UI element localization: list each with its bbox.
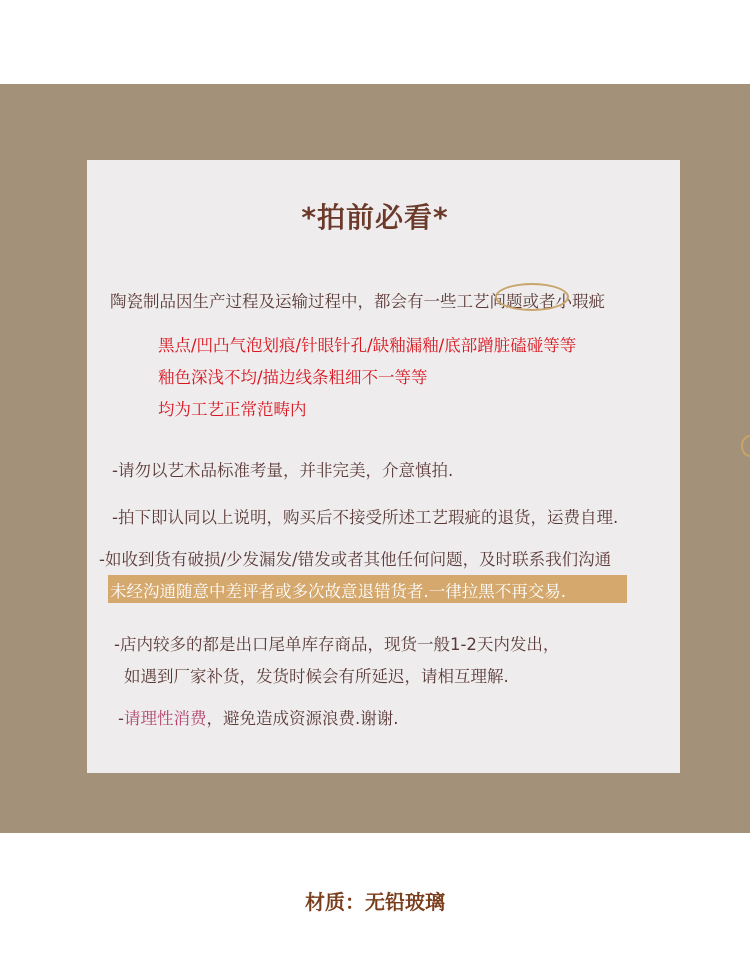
- note-agreement: -拍下即认同以上说明，购买后不接受所述工艺瑕疵的退货，运费自理.: [112, 508, 619, 527]
- note-rational: [118, 705, 398, 729]
- notice-title: *拍前必看*: [301, 201, 449, 234]
- note-shipping-2: 如遇到厂家补货，发货时候会有所延迟，请相互理解.: [124, 667, 509, 686]
- defect-line-2: 釉色深浅不均/描边线条粗细不一等等: [158, 368, 428, 387]
- note-shipping-1: -店内较多的都是出口尾单库存商品，现货一般1-2天内发出，: [114, 635, 560, 654]
- circle-annotation: [495, 283, 569, 311]
- intro-text: 陶瓷制品因生产过程及运输过程中，都会有一些工艺问题或者小瑕疵: [110, 292, 605, 311]
- defect-line-3: 均为工艺正常范畴内: [158, 400, 307, 419]
- note-art-standard: -请勿以艺术品标准考量，并非完美，介意慎拍.: [112, 461, 454, 480]
- defect-line-1: 黑点/凹凸气泡划痕/针眼针孔/缺釉漏釉/底部蹭脏磕碰等等: [158, 336, 577, 355]
- note-damage: -如收到货有破损/少发漏发/错发或者其他任何问题，及时联系我们沟通: [99, 550, 612, 569]
- material-footer: 材质：无铅玻璃: [305, 890, 445, 914]
- note-warning: 未经沟通随意中差评者或多次故意退错货者.一律拉黑不再交易.: [110, 582, 566, 601]
- rational-highlight: 请理性消费: [123, 709, 207, 728]
- rational-rest: ，避免造成资源浪费.谢谢.: [206, 709, 399, 728]
- rational-prefix: -: [118, 709, 124, 728]
